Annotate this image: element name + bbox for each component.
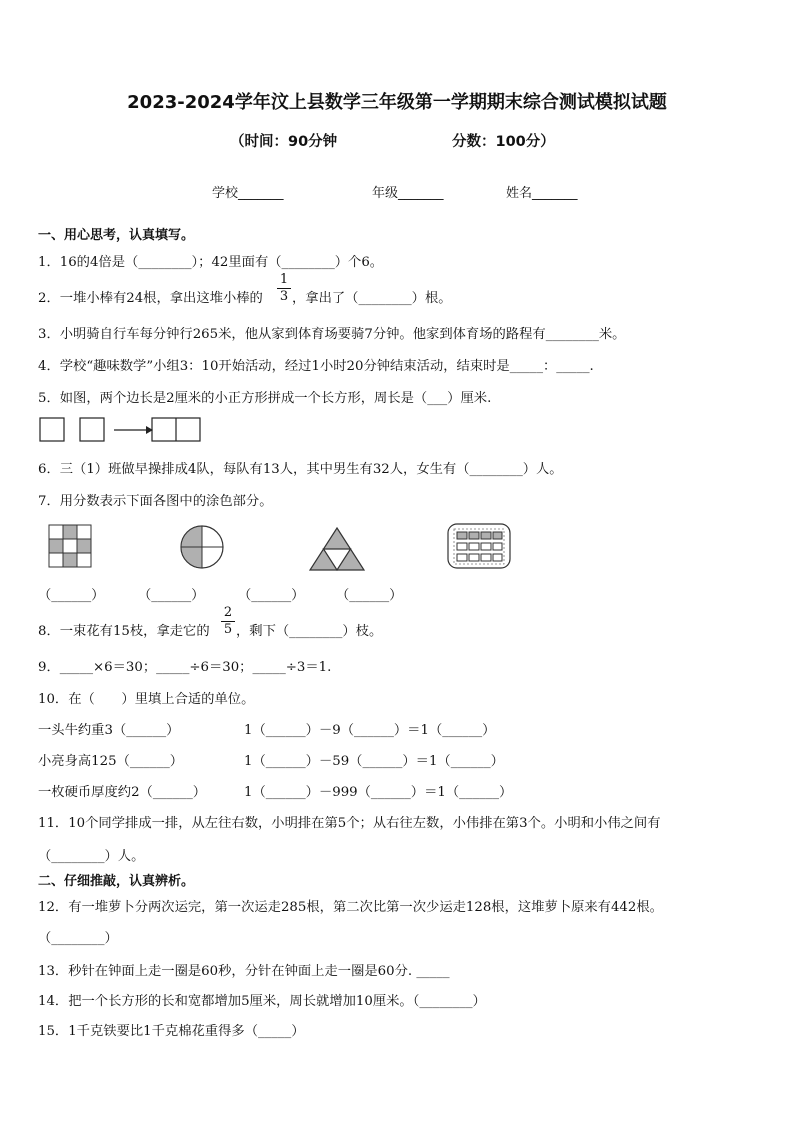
question-6: 6．三（1）班做早操排成4队，每队有13人，其中男生有32人，女生有（________）人。 [38,462,563,477]
tray-cell [481,554,491,561]
section1-heading: 一、用心思考，认真填写。 [38,228,195,243]
question-15: 15．1千克铁要比1千克棉花重得多（_____） [38,1024,305,1039]
tray-cell [469,543,479,550]
grid-cell [49,525,63,539]
tray-figure [446,522,512,570]
grid-cell [77,539,91,553]
question-12-line1: 12．有一堆萝卜分两次运完，第一次运走285根，第二次比第一次少运走128根，这堆萝卜原来有442根。 [38,900,663,915]
grid-cell [77,525,91,539]
q10-row-1-right: 1（______）－9（______）＝1（______） [244,723,496,738]
q7-blank-4[interactable]: （______） [336,588,403,603]
tray-cell [481,532,491,539]
question-7: 7．用分数表示下面各图中的涂色部分。 [38,494,273,509]
question-13: 13．秒针在钟面上走一圈是60秒，分针在钟面上走一圈是60分. _____ [38,964,450,979]
grid-cell [63,553,77,567]
question-14: 14．把一个长方形的长和宽都增加5厘米，周长就增加10厘米。（________） [38,994,486,1009]
question-9: 9．_____×6＝30；_____÷6＝30；_____÷3＝1. [38,660,332,675]
question-12-line2: （________） [38,931,118,946]
question-8-fraction [221,606,235,637]
grade-field[interactable]: 年级_______ [372,186,444,201]
exam-score: 分数：100分） [452,134,555,150]
q7-blank-1[interactable]: （______） [38,588,105,603]
q10-row-1-left: 一头牛约重3（______） [38,723,180,738]
q10-row-3-right: 1（______）－999（______）＝1（______） [244,785,513,800]
tray-cell [493,543,502,550]
q7-blank-3[interactable]: （______） [238,588,305,603]
circle-shaded-quarter [181,526,202,547]
question-8-rest: ，剩下（________）枝。 [236,624,383,639]
triangle-figure [308,526,366,572]
exam-title: 2023-2024学年汶上县数学三年级第一学期期末综合测试模拟试题 [127,92,667,113]
tray-cell [457,554,467,561]
q10-row-2-left: 小亮身高125（______） [38,754,184,769]
question-11-line2: （________）人。 [38,849,145,864]
small-square-2 [80,418,104,441]
fraction-denominator: 5 [223,622,233,637]
circle-shaded-quarter-2 [181,547,202,568]
fraction-numerator: 2 [223,605,233,620]
q10-row-3-left: 一枚硬币厚度约2（______） [38,785,207,800]
grid-cell [49,539,63,553]
grid-cell [63,539,77,553]
tray-cell [469,554,479,561]
question-2-text: 2．一堆小棒有24根，拿出这堆小棒的 [38,291,263,306]
grid-cell [63,525,77,539]
fraction-denominator: 3 [279,289,289,304]
section2-heading: 二、仔细推敲，认真辨析。 [38,874,195,889]
question-11-line1: 11．10个同学排成一排，从左往右数，小明排在第5个；从右往左数，小伟排在第3个。小明和小伟之间有 [38,816,661,831]
q7-blank-2[interactable]: （______） [138,588,205,603]
tray-cell [457,543,467,550]
exam-time: （时间：90分钟 [230,134,338,150]
tray-cell [469,532,479,539]
question-4: 4．学校“趣味数学”小组3：10开始活动，经过1小时20分钟结束活动，结束时是_____：_____. [38,359,594,374]
small-square-1 [40,418,64,441]
tray-cell [481,543,491,550]
question-10: 10．在（ ）里填上合适的单位。 [38,692,255,707]
q10-row-2-right: 1（______）－59（______）＝1（______） [244,754,504,769]
question-8-text: 8．一束花有15枝，拿走它的 [38,624,210,639]
checkered-grid-figure [48,524,94,570]
tray-cell [493,532,502,539]
grid-cell [77,553,91,567]
tray-cell [493,554,502,561]
school-field[interactable]: 学校_______ [212,186,284,201]
question-5: 5．如图，两个边长是2厘米的小正方形拼成一个长方形，周长是（___）厘米. [38,391,492,406]
circle-figure [178,523,226,571]
question-3: 3．小明骑自行车每分钟行265米，他从家到体育场要骑7分钟。他家到体育场的路程有________米。 [38,327,626,342]
fraction-numerator: 1 [279,272,289,287]
name-field[interactable]: 姓名_______ [506,186,578,201]
grid-cell [49,553,63,567]
tray-cell [457,532,467,539]
question-1: 1．16的4倍是（________）；42里面有（________）个6。 [38,255,384,270]
squares-figure [38,416,208,444]
question-2-fraction [277,273,291,304]
question-2-rest: ，拿出了（________）根。 [292,291,452,306]
